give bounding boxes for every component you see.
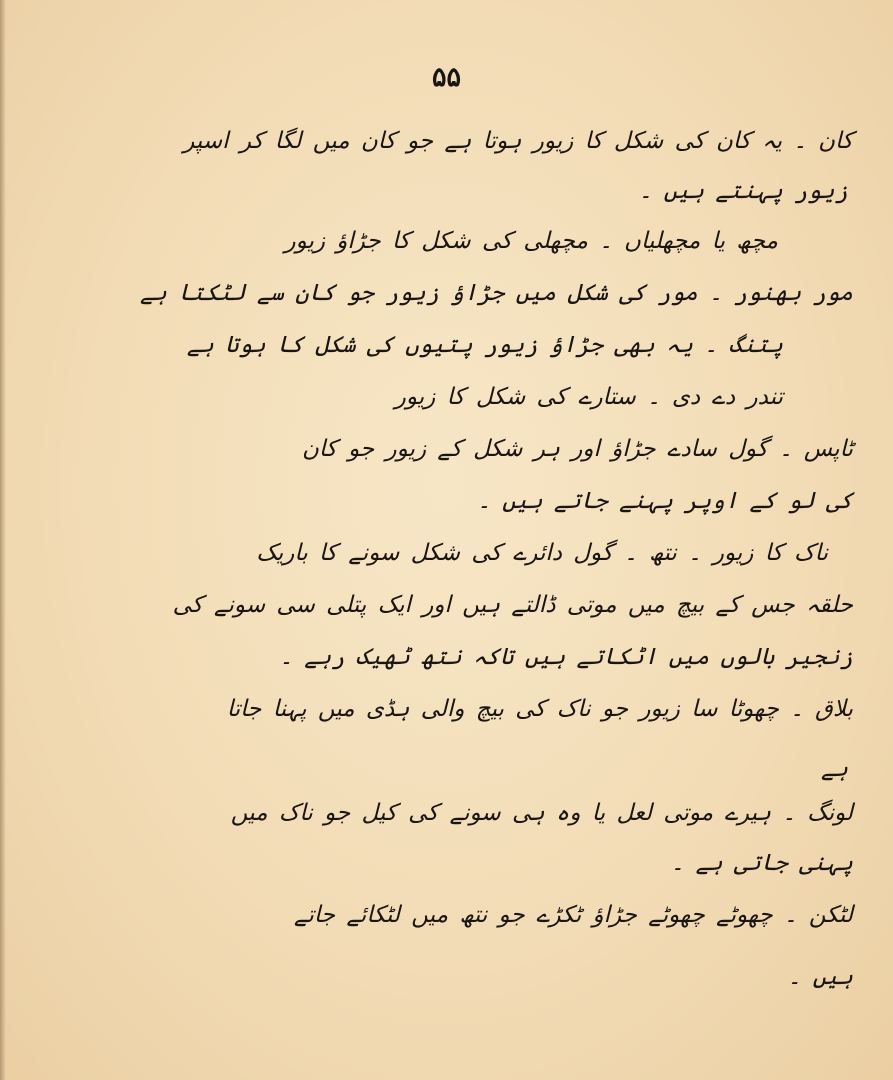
text-line: حلقہ جس کے بیچ میں موتی ڈالتے ہیں اور ایک پتلی سی سونے کی [172, 592, 853, 618]
text-line: مچھ یا مچھلیاں ۔ مچھلی کی شکل کا جڑاؤ زیور [284, 228, 778, 254]
page-number: ۵۵ [431, 62, 461, 93]
text-line: لونگ ۔ ہیرے موتی لعل یا وہ ہی سونے کی کیل جو ناک میں [230, 800, 853, 826]
text-line: مور بھنور ۔ مور کی شکل میں جڑاؤ زیور جو کان سے لٹکتا ہے [139, 280, 853, 306]
page-edge-shadow [0, 0, 6, 1080]
text-line: ہیں ۔ [787, 964, 853, 990]
text-line: تندر دے دی ۔ ستارے کی شکل کا زیور [394, 384, 783, 410]
text-line: لٹکن ۔ چھوٹے چھوٹے جڑاؤ ٹکڑے جو نتھ میں لٹکائے جاتے [294, 902, 853, 928]
text-line: پتنگ ۔ یہ بھی جڑاؤ زیور پتیوں کی شکل کا ہوتا ہے [186, 332, 783, 358]
text-line: زنجیر بالوں میں اٹکاتے ہیں تاکہ نتھ ٹھیک رہے ۔ [279, 644, 853, 670]
text-line: ٹاپس ۔ گول سادے جڑاؤ اور ہر شکل کے زیور جو کان [301, 436, 853, 462]
text-line: ناک کا زیور ۔ نتھ ۔ گول دائرے کی شکل سونے کا باریک [256, 540, 828, 566]
text-line: زیور پہنتے ہیں ۔ [638, 178, 848, 204]
text-line: پہنی جاتی ہے ۔ [670, 850, 853, 876]
text-line: ہے [821, 756, 848, 782]
text-line: بلاق ۔ چھوٹا سا زیور جو ناک کی بیچ والی ہڈی میں پہنا جاتا [226, 696, 853, 722]
text-line: کان ۔ یہ کان کی شکل کا زیور ہوتا ہے جو کان میں لگا کر اسپر [183, 128, 853, 154]
text-line: کی لو کے اوپر پہنے جاتے ہیں ۔ [477, 488, 853, 514]
